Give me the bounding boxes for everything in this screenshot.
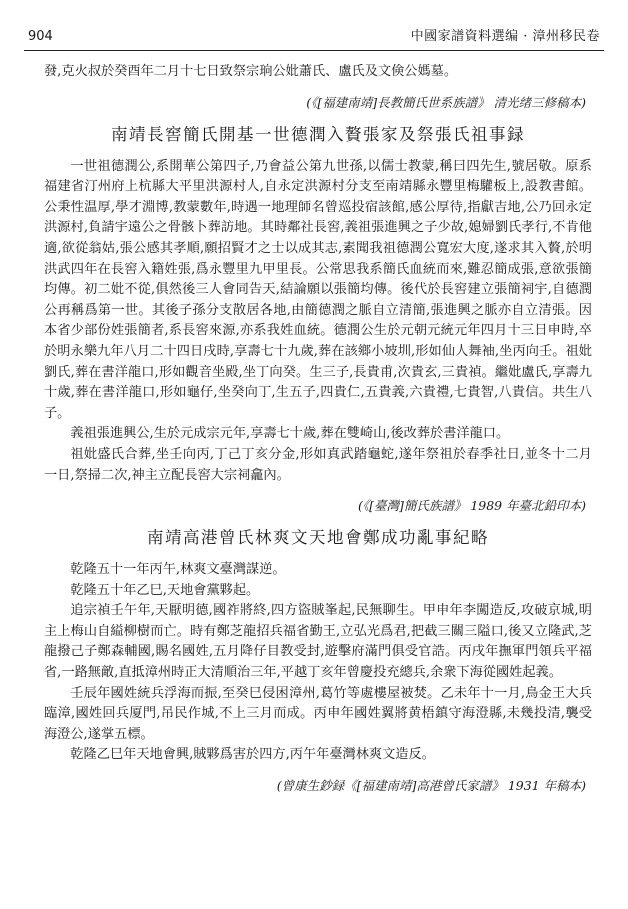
main-text [44,62,592,796]
continuation-paragraph: 發,克火叔於癸酉年二月十七日致祭宗珦公妣蕭氏、盧氏及文倹公媽墓。 [44,64,458,79]
page-number: 904 [28,29,53,44]
section-heading: 南靖長窖簡氏開基一世德潤入贅張家及祭張氏祖事録 [111,124,525,144]
paragraph: 乾隆五十年乙巳,天地會黨夥起。 [70,582,260,598]
source-citation: (《[臺灣]簡氏族譜》 1989 年臺北鉛印本) [357,498,586,514]
paragraph: 追宗禎壬午年,天厭明德,國祚將終,四方盜賊峯起,民無聊生。甲申年李闖造反,攻破京城,明主上梅山自縊柳樹而亡。時有鄭芝龍招兵福省勤王,立弘光爲君,把截三關三隘口,後又立隆武,芝龍撥己子鄭森輔國,賜名國姓,五月降仔目教受封,遊擊府滿門俱受官誥。丙戌年撫軍門領兵平福省,一路無敵,直抵漳州時正大清順治三年,平越丁亥年曾慶投充總兵,余衆下海從國姓起義。 [44,603,592,681]
book-title: 中國家譜資料選编 · 漳州移民卷 [410,29,600,44]
source-citation: (《[福建南靖]長教簡氏世系族譜》 清光绪三修稿本) [306,94,586,110]
running-header [24,28,604,51]
paragraph: 壬辰年國姓統兵浮海而振,至癸巳侵困漳州,葛竹等處樓屋被焚。乙未年十一月,鳥金王大兵臨漳,國姓回兵厦門,吊民作城,不上三月而成。丙申年國姓翼將黄梧鎮守海澄縣,未幾投清,襲受海澄公,遂掌五標。 [44,685,592,742]
paragraph: 一世祖德潤公,系開華公第四子,乃會益公第九世孫,以儒士教蒙,稱曰四先生,號居敬。原系福建省汀州府上杭縣大平里洪源村人,自永定洪源村分支至南靖縣永豐里梅驩板上,設教書館。公秉性温厚,學才淵博,教蒙數年,時遇一地理師名曾巡投宿該館,感公厚待,指獻吉地,公乃回永定洪源村,負請宇遠公之骨骸卜葬訪地。其時鄰社長窖,義祖張進興之子少故,媳婦劉氏孝行,不肯他適,欲從翁姑,張公感其孝順,願招賢才之士以成其志,素聞我祖德潤公寬宏大度,遂求其入贅,於明洪武四年在長窖入籍姓張,爲永豐里九甲里長。公常思我系簡氏血統而來,難忍簡成張,意欲張簡均傳。初二妣不從,俱然後三人會同告天,結論願以張簡均傳。後代於長窖建立張簡祠宇,自德潤公再稱爲第一世。其後子孫分支散居各地,由簡德潤之脈自立清簡,張進興之脈亦自立清張。因本省少部份姓張簡者,系長窖來源,亦系我姓血統。德潤公生於元朝元統元年四月十三日申時,卒於明永樂九年八月二十四日戌時,享壽七十九歲,葬在該鄉小坡圳,形如仙人舞袖,坐丙向壬。祖妣劉氏,葬在書洋龍口,形如觀音坐殿,坐丁向癸。生三子,長貴甫,次貴玄,三貴禎。繼妣盧氏,享壽九十歲,葬在書洋龍口,形如龜仔,坐癸向丁,生五子,四貴仁,五貴義,六貴禮,七貴智,八貴信。共生八子。 [44,158,592,421]
source-citation: (曾康生鈔録《[福建南靖]高港曾氏家譜》 1931 年稿本) [276,778,586,794]
section-heading: 南靖高港曾氏林爽文天地會鄭成功亂事紀略 [147,528,489,548]
paragraph: 義祖張進興公,生於元成宗元年,享壽七十歲,葬在雙崎山,後改葬於書洋龍口。 [70,426,510,442]
paragraph: 乾隆乙巳年天地會興,賊夥爲害於四方,丙午年臺灣林爽文造反。 [70,747,435,763]
paragraph: 祖妣盛氏合葬,坐壬向丙,丁己丁亥分金,形如真武踏龜蛇,遂年祭祖於春季社日,並冬十二月一日,祭掃二次,神主立配長窖大宗祠龕內。 [44,446,592,483]
paragraph: 乾隆五十一年丙午,林爽文臺灣謀逆。 [70,562,286,578]
